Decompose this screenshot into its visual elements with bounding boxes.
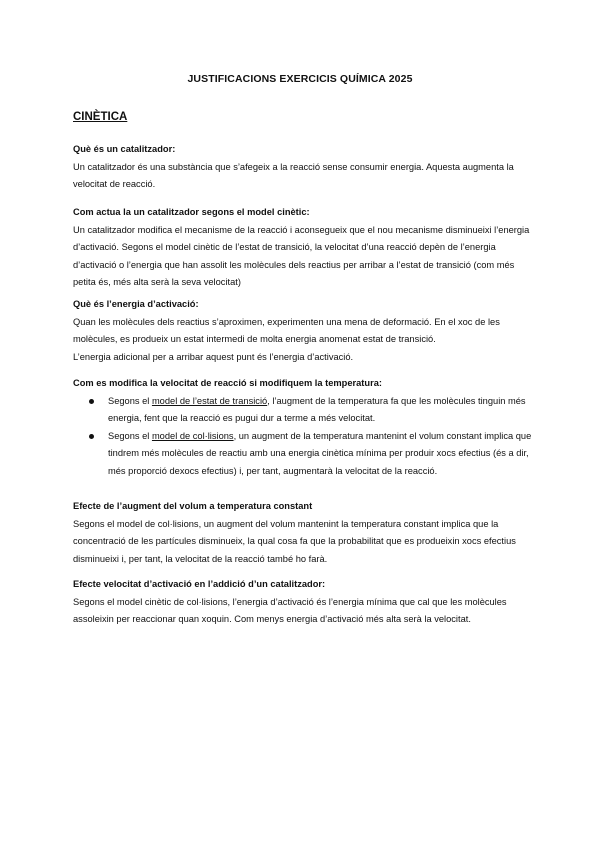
question-block-energia-activacio: [73, 296, 535, 366]
question-block-velocitat-activacio: [73, 576, 535, 629]
bullet-text: , un augment de la temperatura mantenint el volum constant implica que tindrem més molècules de reactiu amb una energia cinètica mínima per produir xocs efectius (és a dir, més proporció dexocs efectius) i, per tant, augmentarà la velocitat de la reacció.: [108, 430, 532, 476]
question-block-model-cinetic: [73, 204, 535, 292]
answer-paragraph: Un catalitzador és una substància que s’afegeix a la reacció sense consumir energia. Aquesta augmenta la velocitat de reacció.: [73, 161, 514, 189]
underlined-term: model de l’estat de transició: [151, 395, 268, 406]
list-item: [73, 393, 535, 428]
answer-paragraph: L’energia adicional per a arribar aquest punt és l’energia d’activació.: [73, 351, 354, 362]
question-heading: Què és un catalitzador:: [73, 144, 176, 154]
question-heading: Com actua la un catalitzador segons el model cinètic:: [73, 207, 310, 217]
question-heading: Què és l’energia d’activació:: [73, 299, 199, 309]
bullet-list: [73, 393, 535, 481]
answer-paragraph: Un catalitzador modifica el mecanisme de la reacció i aconsegueix que el nou mecanisme disminueixi l’energia d’activació. Segons el model cinètic de l’estat de transició, la velocitat d’una reacció depèn de l’energia d’activació o l’energia que han assolit les molècules dels reactius per arribar a l’estat de transició (com més petita és, més alta serà la seva velocitat): [73, 224, 530, 287]
bullet-prefix: Segons el: [108, 395, 152, 406]
document-title: JUSTIFICACIONS EXERCICIS QUÍMICA 2025: [187, 73, 413, 85]
question-heading: Efecte de l’augment del volum a temperatura constant: [73, 501, 313, 511]
underlined-term: model de col·lisions: [151, 430, 234, 441]
question-heading: Efecte velocitat d’activació en l’addició d’un catalitzador:: [73, 579, 326, 589]
bullet-icon: [89, 434, 94, 439]
answer-paragraph: Segons el model cinètic de col·lisions, l’energia d’activació és l’energia mínima que cal que les molècules assoleixin per reaccionar quan xoquin. Com menys energia d’activació més alta serà la velocitat.: [73, 596, 507, 624]
question-block-volum: [73, 498, 535, 568]
section-heading-cinetica: CINÈTICA: [73, 111, 128, 123]
list-item: [73, 428, 535, 481]
bullet-prefix: Segons el: [108, 430, 152, 441]
question-block-catalitzador: [73, 141, 535, 194]
question-block-temperatura: [73, 375, 535, 480]
bullet-icon: [89, 399, 94, 404]
bullet-text: , l’augment de la temperatura fa que les molècules tinguin més energia, fent que la reacció es pugui dur a terme a més velocitat.: [108, 395, 526, 423]
answer-paragraph: Segons el model de col·lisions, un augment del volum mantenint la temperatura constant implica que la concentració de les partícules disminueix, la qual cosa fa que la probabilitat que es produeixin xocs efectius disminueixi i, per tant, la velocitat de la reacció també ho farà.: [73, 518, 516, 564]
question-heading: Com es modifica la velocitat de reacció si modifiquem la temperatura:: [73, 378, 382, 388]
answer-paragraph: Quan les molècules dels reactius s’aproximen, experimenten una mena de deformació. En el xoc de les molècules, es produeix un estat intermedi de molta energia anomenat estat de transició.: [73, 316, 500, 344]
